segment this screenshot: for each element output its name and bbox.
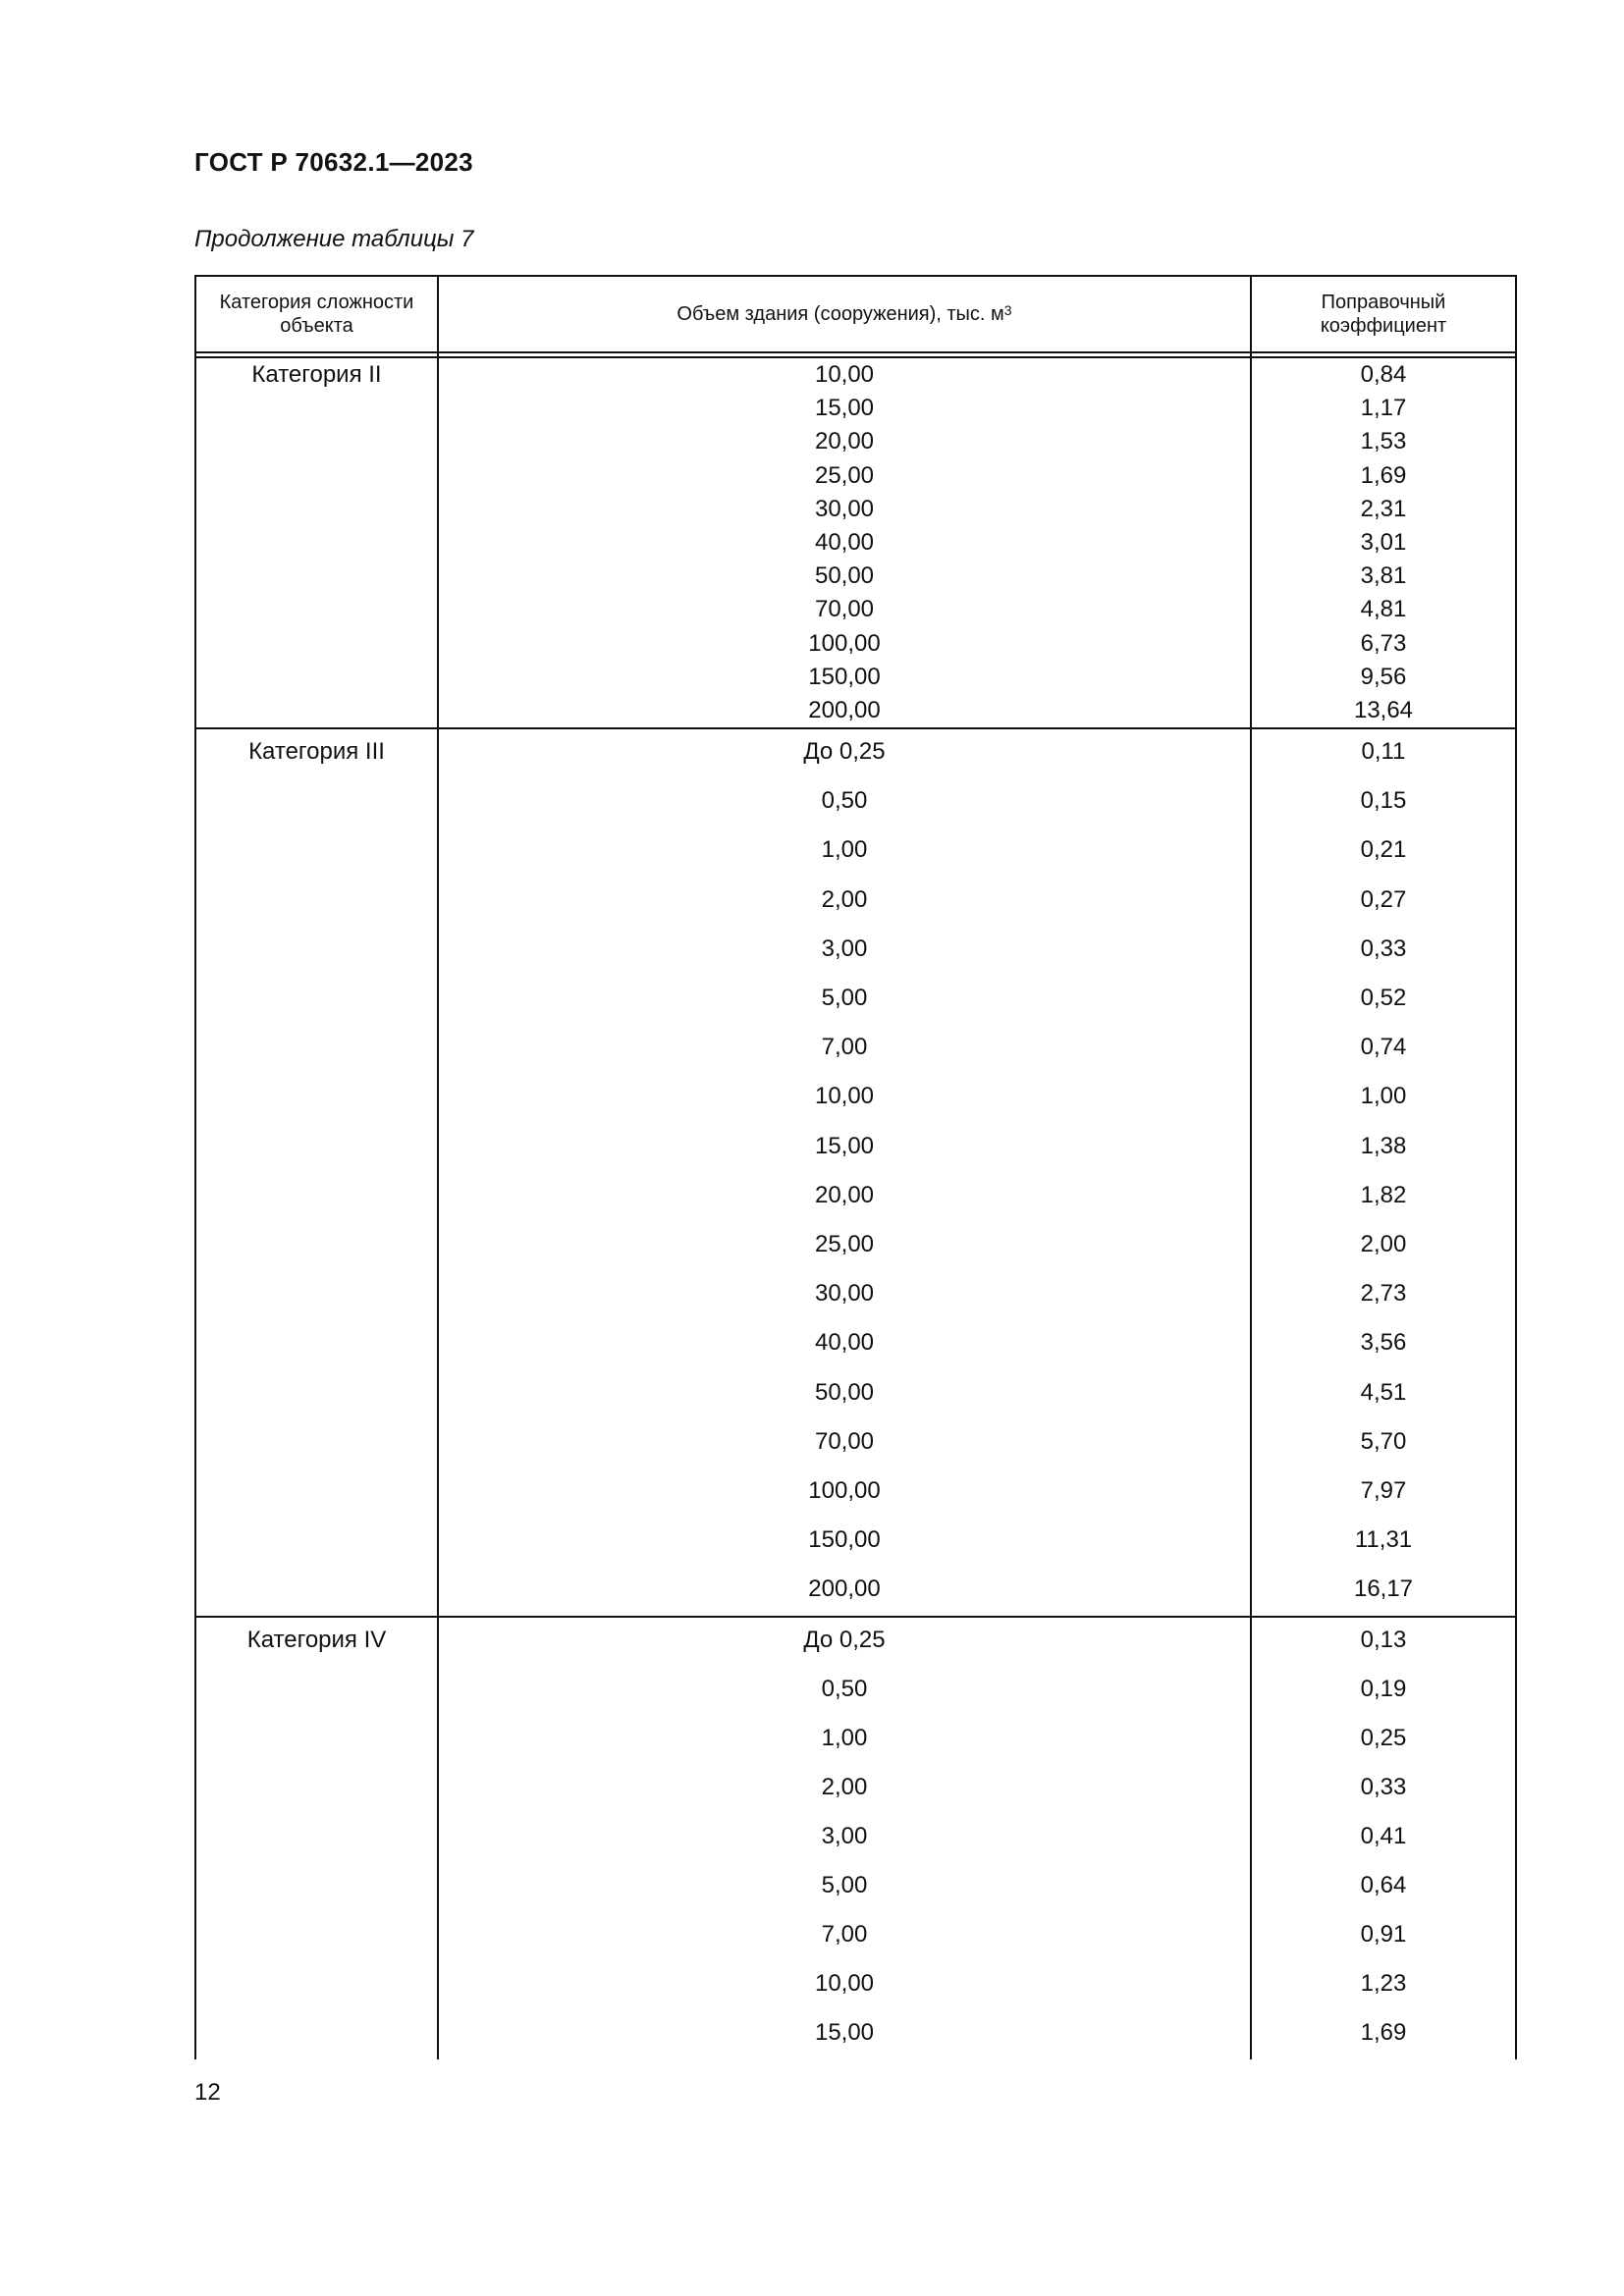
volume-value: 150,00 — [808, 1526, 881, 1554]
coefficient-value: 0,33 — [1360, 1774, 1407, 1801]
volume-value: 70,00 — [814, 596, 875, 623]
volume-value: 200,00 — [808, 696, 881, 723]
volume-value: 50,00 — [814, 562, 875, 590]
volume-value: 2,00 — [821, 885, 868, 913]
coefficient-value: 1,23 — [1360, 1970, 1407, 1998]
volume-value: 10,00 — [814, 1970, 875, 1998]
column-header-coefficient: Поправочный коэффициент — [1251, 276, 1516, 352]
coefficient-value: 0,19 — [1360, 1676, 1407, 1703]
volume-value: 200,00 — [808, 1575, 881, 1603]
coefficient-value: 2,00 — [1360, 1230, 1407, 1257]
table-caption: Продолжение таблицы 7 — [194, 226, 474, 252]
column-header-volume-superscript: 3 — [1003, 302, 1012, 318]
coefficient-value: 4,81 — [1360, 596, 1407, 623]
volume-value: 7,00 — [821, 1034, 868, 1061]
volume-value: 25,00 — [814, 461, 875, 489]
page-number: 12 — [194, 2079, 221, 2106]
category-group — [195, 357, 1516, 728]
coefficient-value: 11,31 — [1354, 1526, 1413, 1554]
coefficient-value: 4,51 — [1360, 1378, 1407, 1406]
volume-cell — [438, 357, 1251, 728]
coefficient-value: 7,97 — [1360, 1476, 1407, 1504]
volume-value: 40,00 — [814, 528, 875, 556]
coefficient-value: 2,73 — [1360, 1280, 1407, 1308]
coefficient-value: 6,73 — [1360, 629, 1407, 657]
coefficient-value: 0,52 — [1360, 985, 1407, 1011]
volume-value: 15,00 — [814, 2019, 875, 2047]
volume-value: 100,00 — [808, 1476, 881, 1504]
volume-value: 7,00 — [821, 1921, 868, 1949]
volume-value: 100,00 — [808, 629, 881, 657]
volume-value: 3,00 — [821, 1823, 868, 1850]
volume-value: 25,00 — [814, 1230, 875, 1257]
coefficient-value: 0,33 — [1360, 934, 1407, 962]
coefficient-value: 2,31 — [1360, 495, 1407, 522]
coefficient-value: 3,56 — [1360, 1329, 1407, 1357]
coefficient-value: 3,81 — [1360, 562, 1407, 590]
volume-value: До 0,25 — [803, 1627, 886, 1654]
coefficient-value: 0,84 — [1360, 361, 1407, 388]
volume-value: 20,00 — [814, 1181, 875, 1208]
volume-value: До 0,25 — [803, 738, 886, 766]
volume-value: 2,00 — [821, 1774, 868, 1801]
coefficient-value: 1,53 — [1360, 428, 1407, 455]
coefficient-value: 5,70 — [1360, 1427, 1407, 1455]
volume-value: 70,00 — [814, 1427, 875, 1455]
coefficient-value: 1,69 — [1360, 461, 1407, 489]
volume-value: 3,00 — [821, 934, 868, 962]
coefficient-value: 13,64 — [1353, 696, 1414, 723]
volume-value: 50,00 — [814, 1378, 875, 1406]
coefficient-value: 0,64 — [1360, 1872, 1407, 1899]
category-cell — [195, 1617, 438, 2059]
category-label: Категория II — [251, 361, 382, 388]
coefficient-value: 0,21 — [1360, 836, 1407, 864]
coefficient-value: 0,25 — [1360, 1725, 1407, 1752]
volume-cell — [438, 728, 1251, 1617]
coefficient-cell — [1251, 728, 1516, 1617]
volume-value: 30,00 — [814, 495, 875, 522]
coefficient-value: 0,41 — [1360, 1823, 1407, 1850]
column-header-category: Категория сложности объекта — [195, 276, 438, 352]
volume-value: 10,00 — [814, 1083, 875, 1110]
coefficient-value: 3,01 — [1360, 528, 1407, 556]
category-group — [195, 728, 1516, 1617]
category-label: Категория III — [248, 738, 385, 766]
volume-cell — [438, 1617, 1251, 2059]
volume-value: 30,00 — [814, 1280, 875, 1308]
coefficient-value: 1,69 — [1360, 2019, 1407, 2047]
coefficient-value: 1,82 — [1360, 1181, 1407, 1208]
coefficient-cell — [1251, 1617, 1516, 2059]
document-code: ГОСТ Р 70632.1—2023 — [194, 147, 473, 177]
column-header-volume-text: Объем здания (сооружения), тыс. м — [677, 303, 1004, 325]
volume-value: 40,00 — [814, 1329, 875, 1357]
volume-value: 20,00 — [814, 428, 875, 455]
coefficient-value: 1,00 — [1360, 1083, 1407, 1110]
volume-value: 1,00 — [821, 1725, 868, 1752]
coefficient-value: 0,91 — [1360, 1921, 1407, 1949]
volume-value: 5,00 — [821, 1872, 868, 1899]
category-cell — [195, 357, 438, 728]
category-cell — [195, 728, 438, 1617]
volume-value: 5,00 — [821, 985, 868, 1011]
column-header-volume — [438, 276, 1251, 352]
coefficient-value: 0,15 — [1360, 787, 1407, 815]
coefficient-value: 16,17 — [1353, 1575, 1414, 1603]
coefficient-value: 1,17 — [1360, 395, 1407, 422]
volume-value: 0,50 — [821, 1676, 868, 1703]
coefficient-value: 0,11 — [1361, 738, 1406, 766]
volume-value: 15,00 — [814, 1132, 875, 1159]
volume-value: 10,00 — [814, 361, 875, 388]
category-group — [195, 1617, 1516, 2059]
category-label: Категория IV — [246, 1627, 387, 1654]
coefficient-value: 0,27 — [1360, 885, 1407, 913]
coefficient-cell — [1251, 357, 1516, 728]
volume-value: 1,00 — [821, 836, 868, 864]
coefficient-value: 1,38 — [1360, 1132, 1407, 1159]
coefficient-value: 0,74 — [1360, 1034, 1407, 1061]
coefficient-value: 0,13 — [1360, 1627, 1407, 1654]
volume-value: 0,50 — [821, 787, 868, 815]
coefficient-value: 9,56 — [1360, 663, 1407, 690]
coefficient-table — [194, 275, 1517, 2059]
table-header-row — [195, 276, 1516, 352]
volume-value: 15,00 — [814, 395, 875, 422]
volume-value: 150,00 — [808, 663, 881, 690]
